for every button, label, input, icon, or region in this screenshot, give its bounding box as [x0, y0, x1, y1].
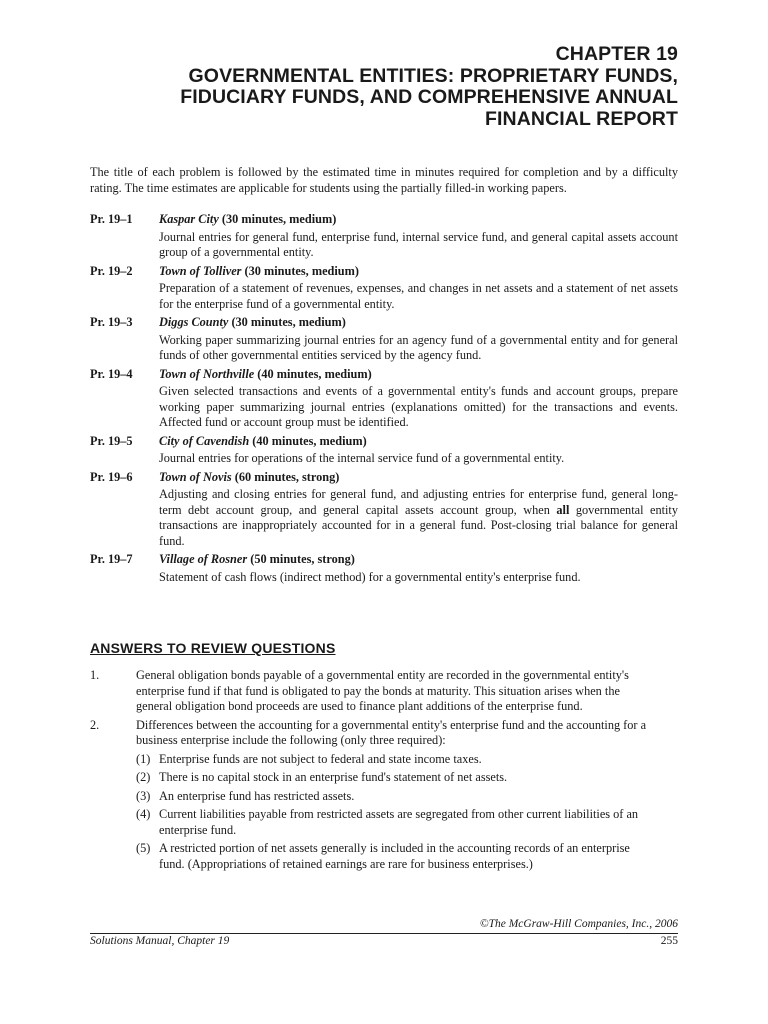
answer-sublist [136, 752, 650, 873]
problem-meta: (30 minutes, medium) [221, 212, 337, 226]
problem-number: Pr. 19–1 [90, 212, 133, 226]
subitem-number: (2) [136, 770, 151, 784]
answer-subitem [136, 789, 650, 805]
answers-heading: ANSWERS TO REVIEW QUESTIONS [90, 640, 336, 656]
subitem-number: (4) [136, 807, 151, 821]
subitem-number: (1) [136, 751, 151, 766]
subitem-number: (5) [136, 841, 151, 855]
problem-title [159, 212, 678, 228]
problem-meta: (30 minutes, medium) [231, 315, 346, 329]
problem-desc-part-a: Adjusting and closing entries for general fund, and adjusting entries for enterprise fund, general long-term debt account group, and general capital assets account group, when [159, 487, 678, 517]
problem-description: Journal entries for operations of the internal service fund of a governmental entity. [159, 451, 565, 465]
problem-item [90, 552, 678, 585]
problem-description [159, 487, 678, 549]
subitem-text: Enterprise funds are not subject to federal and state income taxes. [159, 751, 482, 766]
chapter-title-line-2: FIDUCIARY FUNDS, AND COMPREHENSIVE ANNUAL [180, 86, 678, 108]
problem-description: Working paper summarizing journal entries for an agency fund of a governmental entity and for general funds of other governmental entities serviced by the agency fund. [159, 332, 678, 362]
subitem-text: There is no capital stock in an enterprise fund's statement of net assets. [159, 770, 508, 784]
problem-meta: (30 minutes, medium) [244, 263, 359, 278]
problem-description: Preparation of a statement of revenues, expenses, and changes in net assets and a statement of net assets for the enterprise fund of a governmental entity. [159, 281, 678, 311]
problem-title [159, 434, 678, 450]
chapter-title-line-1: GOVERNMENTAL ENTITIES: PROPRIETARY FUNDS, [188, 64, 678, 87]
subitem-text: A restricted portion of net assets generally is included in the accounting records of an enterprise fund. (Appropriations of retained earnings are rare for business enterprises.) [159, 841, 630, 871]
answer-number: 2. [90, 717, 100, 732]
problem-item [90, 470, 678, 550]
problem-number: Pr. 19–7 [90, 552, 133, 566]
problem-title [159, 367, 678, 383]
chapter-title-line-3: FINANCIAL REPORT [485, 107, 678, 130]
problem-title [159, 470, 678, 486]
problem-item [90, 315, 678, 364]
problem-name: Town of Novis [159, 469, 232, 484]
problem-meta: (60 minutes, strong) [234, 469, 340, 484]
problem-desc-emphasis: all [556, 502, 570, 517]
copyright-notice: ©The McGraw-Hill Companies, Inc., 2006 [479, 918, 678, 930]
problem-name: Town of Tolliver [159, 263, 242, 278]
problem-meta: (40 minutes, medium) [257, 366, 372, 381]
problem-name: Town of Northville [159, 366, 255, 381]
answer-text: General obligation bonds payable of a governmental entity are recorded in the governmental entity's enterprise fund if that fund is obligated to pay the bonds at maturity. This situation arises when the general obligation bond proceeds are used to finance plant additions of the enterprise fund. [136, 668, 629, 713]
problem-item [90, 434, 678, 467]
answer-subitem [136, 807, 650, 838]
problem-title [159, 315, 678, 331]
chapter-number: CHAPTER 19 [555, 43, 678, 65]
problem-name: Village of Rosner [159, 552, 248, 566]
problem-number: Pr. 19–2 [90, 263, 133, 278]
problem-item [90, 367, 678, 431]
problem-meta: (40 minutes, medium) [252, 433, 367, 448]
problem-title [159, 552, 678, 568]
answer-subitem [136, 770, 650, 786]
subitem-number: (3) [136, 788, 151, 803]
page-number: 255 [660, 935, 678, 947]
answer-list [90, 668, 650, 872]
problem-name: City of Cavendish [159, 433, 250, 448]
problem-meta: (50 minutes, strong) [250, 552, 355, 566]
answer-subitem [136, 841, 650, 872]
footer-rule [90, 933, 678, 934]
subitem-text: Current liabilities payable from restricted assets are segregated from other current liabilities of an enterprise fund. [159, 807, 639, 837]
answer-item [90, 718, 650, 873]
problem-number: Pr. 19–3 [90, 315, 133, 329]
answer-number: 1. [90, 668, 100, 682]
problem-description: Statement of cash flows (indirect method) for a governmental entity's enterprise fund. [159, 569, 581, 584]
problem-desc-part-b: governmental entity transactions are inappropriately accounted for in a general fund. Post-closing trial balance for general fund. [159, 502, 678, 548]
problem-name: Diggs County [159, 315, 229, 329]
problem-description: Journal entries for general fund, enterprise fund, internal service fund, and general capital assets account group of a governmental entity. [159, 229, 678, 259]
problem-title [159, 264, 678, 280]
answer-subitem [136, 752, 650, 768]
intro-paragraph: The title of each problem is followed by the estimated time in minutes required for completion and by a difficulty rating. The time estimates are applicable for students using the partially filled-in working papers. [90, 165, 678, 195]
problem-description: Given selected transactions and events of a governmental entity's funds and account groups, prepare working paper summarizing journal entries (explanations omitted) for the transactions and events. Affected fund or account group must be identified. [159, 384, 678, 429]
problem-number: Pr. 19–6 [90, 469, 133, 484]
problem-item [90, 212, 678, 261]
subitem-text: An enterprise fund has restricted assets. [159, 788, 355, 803]
problem-item [90, 264, 678, 313]
problem-name: Kaspar City [159, 212, 219, 226]
problem-number: Pr. 19–5 [90, 433, 133, 448]
answer-text: Differences between the accounting for a governmental entity's enterprise fund and the accounting for a business enterprise include the following (only three required): [136, 717, 647, 747]
answer-item [90, 668, 650, 715]
problem-number: Pr. 19–4 [90, 366, 133, 381]
problem-list [90, 212, 678, 585]
chapter-heading [90, 44, 678, 130]
footer-source: Solutions Manual, Chapter 19 [90, 935, 230, 947]
